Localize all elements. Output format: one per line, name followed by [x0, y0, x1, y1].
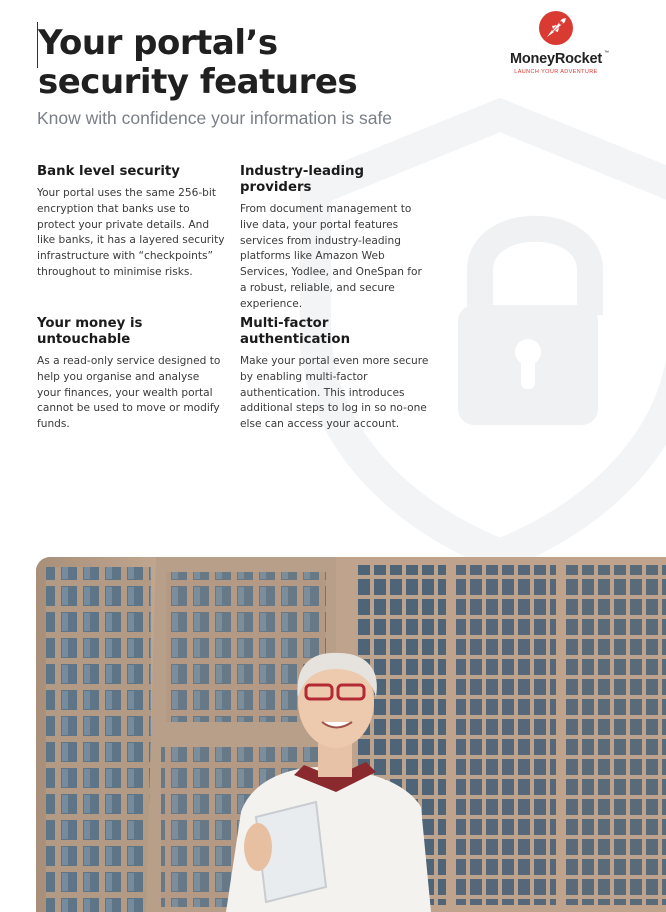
feature-body: Your portal uses the same 256-bit encryption that banks use to protect your private details. And like banks, it has a layered security infrastructure with “checkpoints” throughout to minimise risks.	[37, 187, 225, 278]
feature-title: Multi-factor authentication	[240, 316, 351, 347]
logo-tagline: LAUNCH YOUR ADVENTURE	[514, 69, 598, 75]
feature-money-untouchable	[37, 316, 222, 433]
woman-with-tablet-photo	[36, 557, 666, 912]
feature-body: Make your portal even more secure by enabling multi-factor authentication. This introduces additional steps to log in so no-one else can access your account.	[240, 355, 429, 431]
logo-name: MoneyRocket	[509, 51, 603, 67]
title-line-2: security features	[38, 62, 358, 102]
feature-body: As a read-only service designed to help you organise and analyse your finances, your wealth portal cannot be used to move or modify funds.	[37, 355, 221, 431]
rocket-icon	[538, 10, 574, 46]
feature-title: Your money is untouchable	[37, 316, 143, 347]
page-title	[38, 24, 357, 102]
logo-trademark: ™	[604, 50, 609, 56]
feature-industry-leading-providers	[240, 164, 430, 313]
title-line-1: Your portal’s	[38, 23, 278, 63]
page-subtitle: Know with confidence your information is safe	[37, 108, 393, 128]
feature-multi-factor-authentication	[240, 316, 430, 433]
feature-title: Bank level security	[37, 164, 180, 179]
feature-title: Industry-leading providers	[240, 164, 365, 195]
moneyrocket-logo	[500, 8, 620, 80]
feature-bank-level-security	[37, 164, 227, 281]
feature-body: From document management to live data, your portal features services from industry-leading platforms like Amazon Web Services, Yodlee, and OneSpan for a robust, reliable, and secure experience.	[240, 203, 422, 310]
